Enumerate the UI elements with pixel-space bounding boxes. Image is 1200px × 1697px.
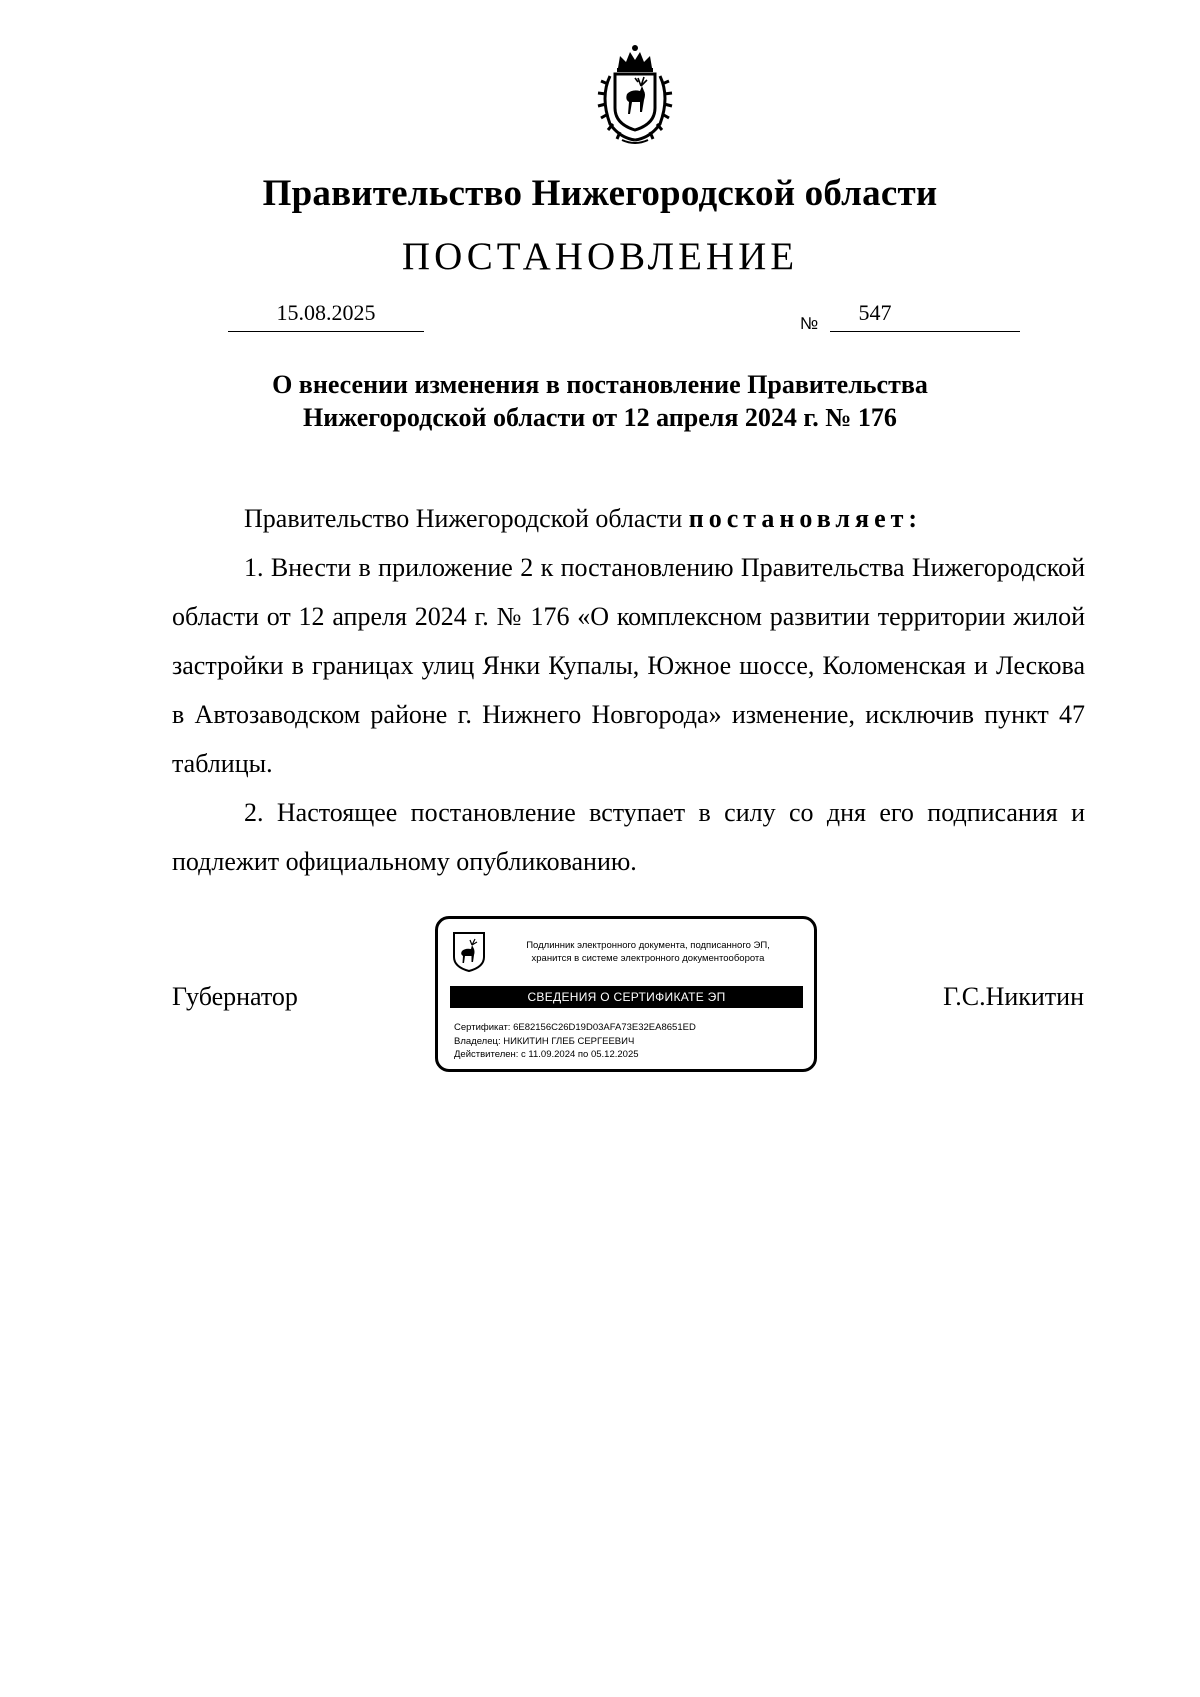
number-sign: №: [800, 314, 819, 333]
number-underline: [830, 331, 1020, 332]
date-underline: [228, 331, 424, 332]
intro-prefix: Правительство Нижегородской области: [244, 504, 683, 533]
certificate-validity: Действителен: с 11.09.2024 по 05.12.2025: [454, 1049, 639, 1060]
intro-paragraph: [172, 494, 1085, 543]
document-body: [172, 494, 1085, 886]
organization-title: Правительство Нижегородской области: [262, 173, 938, 214]
certificate-serial: Сертификат: 6E82156C26D19D03AFA73E32EA8651ED: [454, 1022, 696, 1033]
subject-line-1: О внесении изменения в постановление Правительства: [272, 370, 928, 399]
coat-of-arms-emblem: [580, 42, 690, 148]
certificate-owner: Владелец: НИКИТИН ГЛЕБ СЕРГЕЕВИЧ: [454, 1035, 635, 1047]
document-number: 547: [858, 300, 892, 325]
intro-decree-word: постановляет:: [688, 504, 923, 533]
signatory-name: Г.С.Никитин: [943, 982, 1084, 1011]
stamp-note-line-1: Подлинник электронного документа, подписанного ЭП,: [526, 940, 770, 951]
document-date: 15.08.2025: [276, 300, 376, 325]
stamp-note: [498, 939, 798, 965]
certificate-info-bar: СВЕДЕНИЯ О СЕРТИФИКАТЕ ЭП: [450, 986, 803, 1008]
signatory-position: Губернатор: [172, 982, 298, 1011]
stamp-note-line-2: хранится в системе электронного документооборота: [531, 953, 765, 964]
subject-line-2: Нижегородской области от 12 апреля 2024 г. № 176: [303, 403, 897, 432]
document-subject: [0, 368, 1200, 434]
deer-shield-icon: [452, 931, 486, 973]
paragraph-item-2: 2. Настоящее постановление вступает в силу со дня его подписания и подлежит официальному опубликованию.: [172, 798, 1085, 876]
paragraph-item-1: 1. Внести в приложение 2 к постановлению Правительства Нижегородской области от 12 апреля 2024 г. № 176 «О комплексном развитии территории жилой застройки в границах улиц Янки Купалы, Южное шоссе, Коломенская и Лескова в Автозаводском районе г. Нижнего Новгорода» изменение, исключив пункт 47 таблицы.: [172, 553, 1085, 778]
document-type: ПОСТАНОВЛЕНИЕ: [401, 235, 799, 278]
certificate-details: [454, 1021, 696, 1062]
electronic-signature-stamp: [435, 916, 817, 1072]
